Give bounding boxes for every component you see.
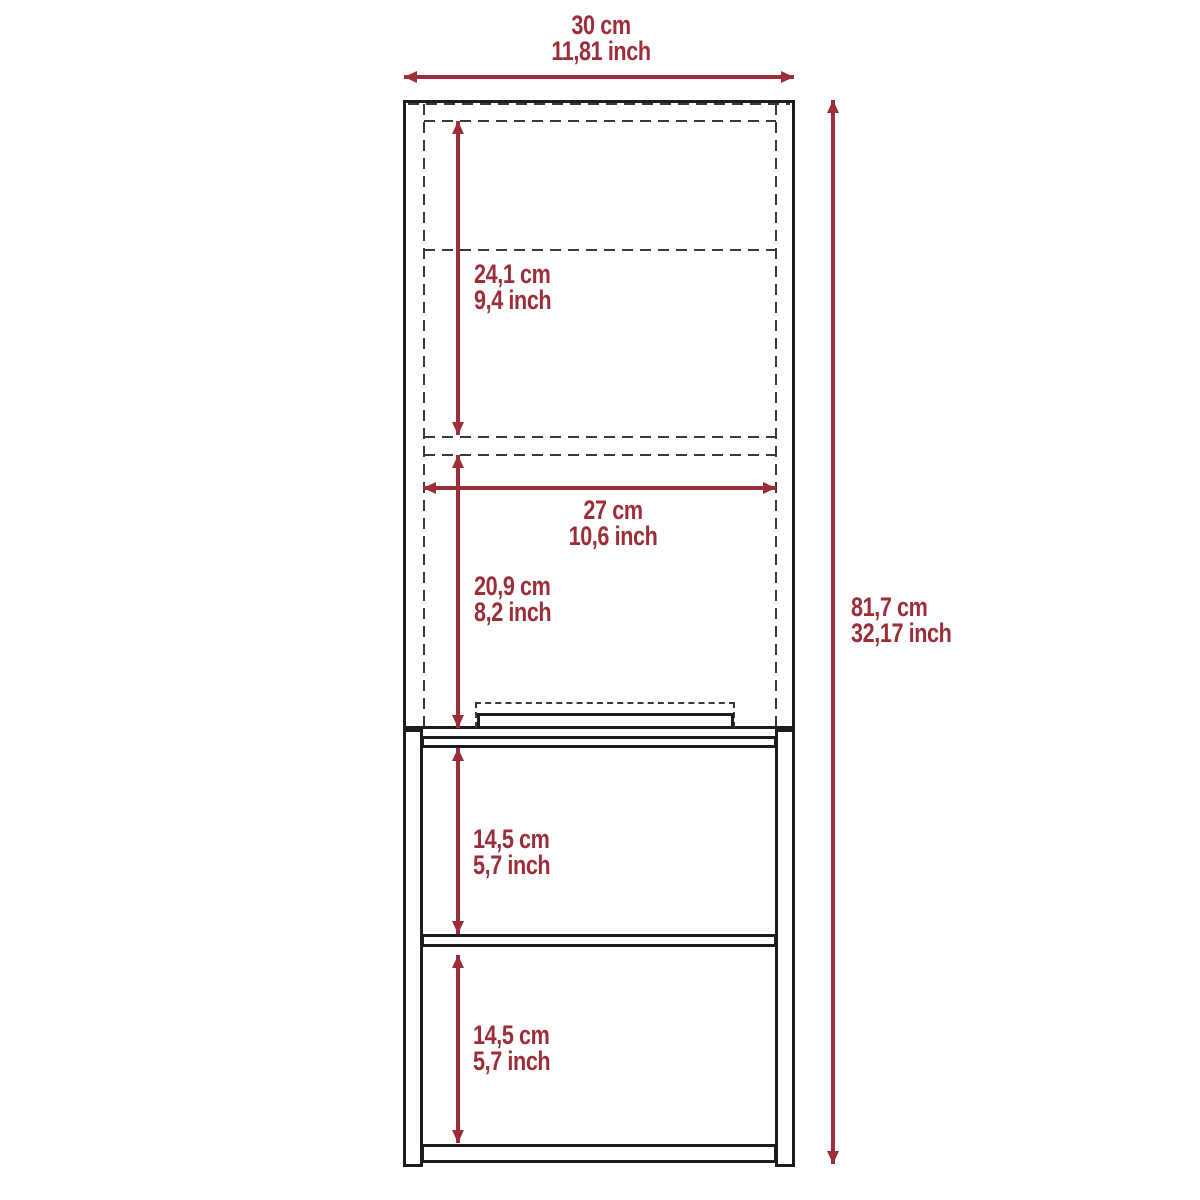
overall-height-inch: 32,17 inch	[851, 618, 952, 648]
overall-width-inch: 11,81 inch	[551, 36, 651, 66]
door-handle	[477, 713, 734, 729]
right-post	[775, 729, 795, 1167]
lower-top-board	[421, 736, 777, 748]
lower-cavity-label	[474, 573, 551, 625]
lower-cavity-inch: 8,2 inch	[474, 597, 552, 627]
upper-cabinet-outline	[403, 100, 795, 729]
dashed-line-upper-ref	[424, 120, 776, 122]
left-post	[403, 729, 423, 1167]
bottom-board	[421, 1144, 777, 1163]
shelf-space-top-inch: 5,7 inch	[473, 850, 551, 880]
dashed-line-mid-shelf	[424, 249, 776, 251]
upper-cavity-label	[474, 261, 551, 313]
shelf-space-top-label	[473, 826, 550, 878]
overall-height-label	[851, 594, 951, 646]
dashed-line-lower-ref-1	[424, 436, 776, 438]
upper-cavity-arrow	[456, 121, 460, 435]
shelf-space-bottom-cm: 14,5 cm	[473, 1020, 550, 1050]
overall-width-arrow	[404, 75, 794, 79]
overall-width-label	[505, 12, 697, 64]
overall-height-arrow	[831, 100, 835, 1164]
shelf-space-top-arrow	[456, 748, 460, 934]
inner-width-arrow	[423, 486, 776, 490]
middle-shelf-board	[421, 934, 777, 947]
overall-height-cm: 81,7 cm	[851, 592, 928, 622]
inner-width-cm: 27 cm	[583, 495, 643, 525]
shelf-space-top-cm: 14,5 cm	[473, 824, 550, 854]
dashed-line-lower-ref-2	[424, 454, 776, 456]
shelf-space-bottom-arrow	[456, 955, 460, 1143]
overall-width-cm: 30 cm	[571, 10, 631, 40]
shelf-space-bottom-inch: 5,7 inch	[473, 1046, 551, 1076]
inner-width-inch: 10,6 inch	[568, 521, 658, 551]
dashed-line-top	[408, 103, 790, 105]
dashed-line-left	[423, 104, 425, 727]
inner-width-label	[517, 497, 709, 549]
lower-cavity-arrow	[456, 455, 460, 728]
shelf-space-bottom-label	[473, 1022, 550, 1074]
lower-cavity-cm: 20,9 cm	[474, 571, 551, 601]
upper-cavity-inch: 9,4 inch	[474, 285, 552, 315]
upper-cavity-cm: 24,1 cm	[474, 259, 551, 289]
dashed-line-right	[775, 104, 777, 727]
